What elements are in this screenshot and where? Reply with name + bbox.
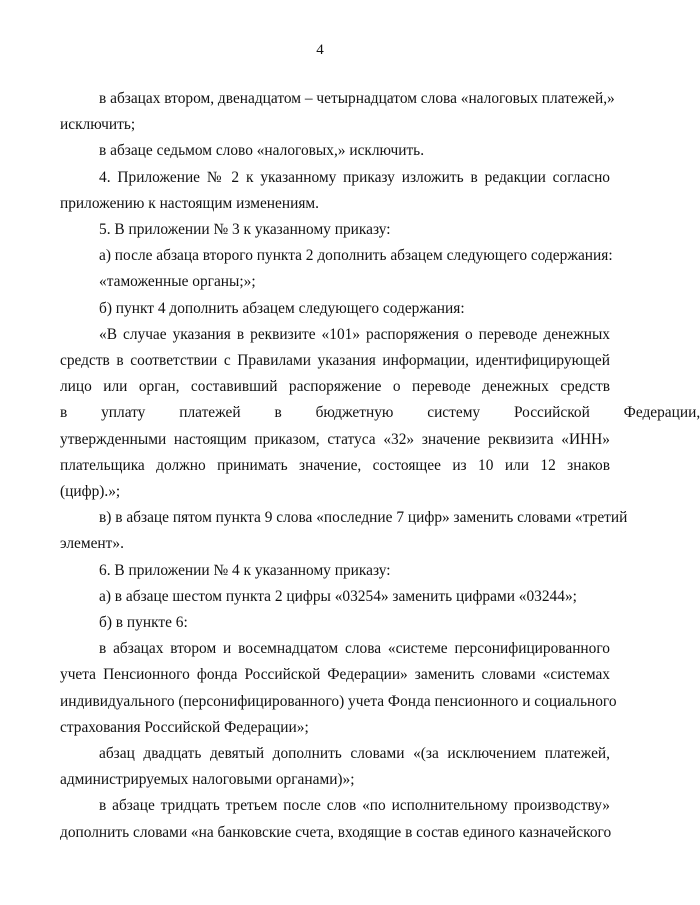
text-line: дополнить словами «на банковские счета, входящие в состав единого казначейского	[60, 823, 612, 841]
text-line: страхования Российской Федерации»;	[60, 718, 309, 736]
text-line: в) в абзаце пятом пункта 9 слова «последние 7 цифр» заменить словами «третий	[99, 509, 628, 527]
paragraph	[60, 243, 613, 269]
text-line: «В случае указания в реквизите «101» распоряжения о переводе денежных	[99, 325, 610, 343]
text-line: в уплату платежей в бюджетную систему Российской Федерации,	[60, 404, 700, 422]
paragraph	[60, 558, 610, 584]
text-line: исключить;	[60, 116, 136, 134]
paragraph	[60, 217, 610, 243]
text-line: абзац двадцать девятый дополнить словами «(за исключением платежей,	[99, 745, 610, 763]
paragraph	[60, 296, 610, 322]
text-line: в абзаце седьмом слово «налоговых,» исключить.	[99, 142, 425, 160]
page-number: 4	[316, 42, 324, 58]
text-line: б) в пункте 6:	[99, 614, 188, 632]
text-line: плательщика должно принимать значение, состоящее из 10 или 12 знаков	[60, 456, 610, 474]
text-line: б) пункт 4 дополнить абзацем следующего содержания:	[99, 299, 465, 317]
paragraph	[60, 138, 610, 164]
text-line: элемент».	[60, 535, 124, 553]
text-line: (цифр).»;	[60, 483, 121, 501]
text-line: 5. В приложении № 3 к указанному приказу:	[99, 221, 391, 239]
text-line: в абзацах втором и восемнадцатом слова «системе персонифицированного	[99, 640, 610, 658]
text-line: индивидуального (персонифицированного) учета Фонда пенсионного и социального	[60, 692, 617, 710]
text-line: 6. В приложении № 4 к указанному приказу:	[99, 561, 391, 579]
text-line: 4. Приложение № 2 к указанному приказу изложить в редакции согласно	[99, 168, 610, 186]
paragraph	[60, 505, 628, 557]
text-line: учета Пенсионного фонда Российской Федерации» заменить словами «системах	[60, 666, 610, 684]
paragraph	[60, 86, 615, 138]
text-line: а) после абзаца второго пункта 2 дополнить абзацем следующего содержания:	[99, 247, 613, 265]
text-line: лицо или орган, составивший распоряжение о переводе денежных средств	[60, 378, 610, 396]
document-body	[60, 86, 700, 846]
text-line: в абзаце тридцать третьем после слов «по исполнительному производству»	[99, 797, 610, 815]
text-line: администрируемых налоговыми органами)»;	[60, 771, 355, 789]
paragraph	[60, 269, 610, 295]
paragraph	[60, 322, 700, 505]
paragraph	[60, 741, 610, 793]
paragraph	[60, 636, 617, 741]
text-line: приложению к настоящим изменениям.	[60, 194, 320, 212]
paragraph	[60, 793, 610, 845]
text-line: средств в соответствии с Правилами указания информации, идентифицирующей	[60, 352, 610, 370]
text-line: в абзацах втором, двенадцатом – четырнадцатом слова «налоговых платежей,»	[99, 90, 615, 107]
paragraph	[60, 584, 610, 610]
text-line: утвержденными настоящим приказом, статуса «32» значение реквизита «ИНН»	[60, 430, 610, 448]
paragraph	[60, 165, 610, 217]
paragraph	[60, 610, 610, 636]
text-line: а) в абзаце шестом пункта 2 цифры «03254» заменить цифрами «03244»;	[99, 587, 577, 605]
text-line: «таможенные органы;»;	[99, 273, 256, 291]
